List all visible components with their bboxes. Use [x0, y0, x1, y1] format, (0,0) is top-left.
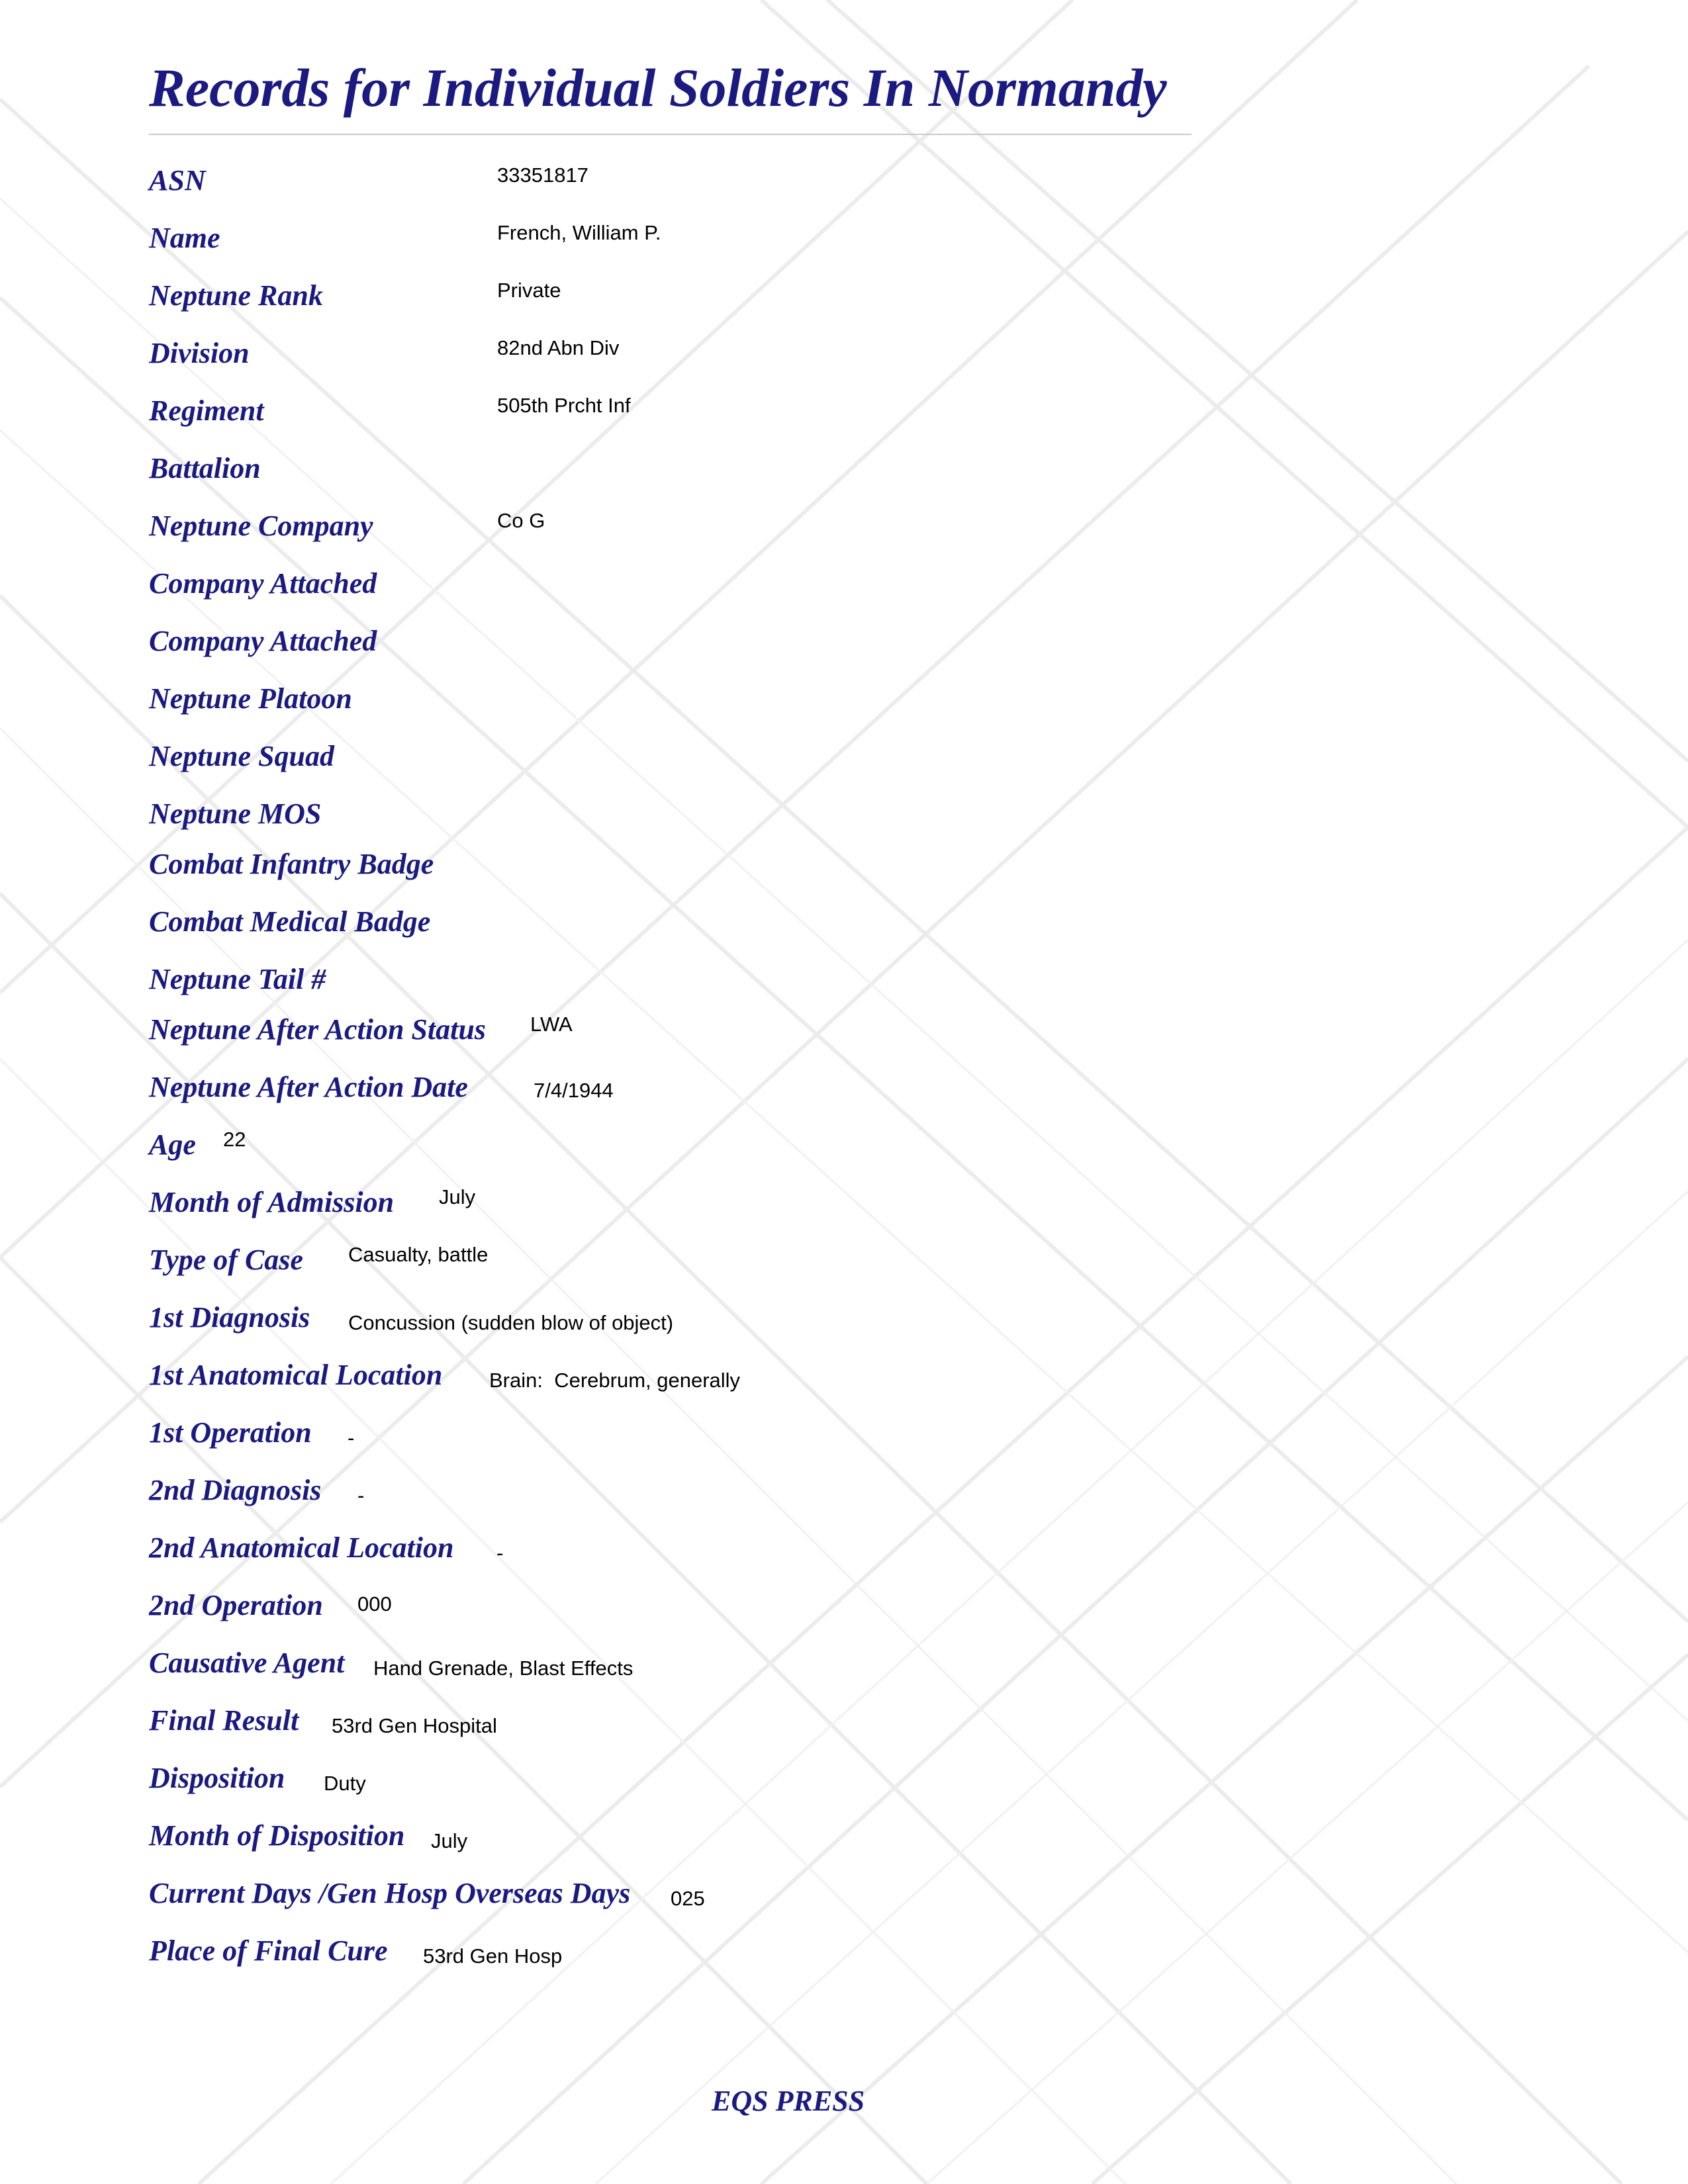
second-anatomical-location-label: 2nd Anatomical Location: [149, 1531, 454, 1564]
first-diagnosis-label: 1st Diagnosis: [149, 1301, 310, 1334]
name-value: French, William P.: [497, 221, 661, 244]
neptune-mos-label: Neptune MOS: [149, 797, 322, 830]
type-of-case-label: Type of Case: [149, 1244, 303, 1276]
after-action-status-value: LWA: [530, 1013, 573, 1036]
neptune-rank-label: Neptune Rank: [149, 279, 323, 312]
month-of-disposition-value: July: [431, 1829, 468, 1852]
final-result-value: 53rd Gen Hospital: [332, 1714, 497, 1737]
asn-value: 33351817: [497, 163, 588, 187]
publisher-footer: EQS PRESS: [712, 2085, 865, 2117]
division-value: 82nd Abn Div: [497, 336, 620, 359]
asn-label: ASN: [149, 164, 206, 197]
type-of-case-value: Casualty, battle: [348, 1243, 489, 1266]
combat-medical-badge-label: Combat Medical Badge: [149, 905, 431, 938]
place-of-final-cure-label: Place of Final Cure: [149, 1934, 388, 1967]
month-of-admission-value: July: [439, 1185, 476, 1208]
name-label: Name: [149, 222, 220, 254]
place-of-final-cure-value: 53rd Gen Hosp: [423, 1944, 563, 1968]
first-operation-label: 1st Operation: [149, 1416, 312, 1449]
first-operation-value: -: [348, 1426, 355, 1449]
division-label: Division: [149, 337, 250, 369]
causative-agent-label: Causative Agent: [149, 1647, 345, 1679]
first-anatomical-location-value: Brain: Cerebrum, generally: [489, 1369, 741, 1392]
second-anatomical-location-value: -: [496, 1541, 504, 1565]
company-attached-label: Company Attached: [149, 567, 377, 600]
second-operation-value: 000: [357, 1592, 392, 1615]
month-of-disposition-label: Month of Disposition: [149, 1819, 405, 1852]
final-result-label: Final Result: [149, 1704, 299, 1737]
disposition-value: Duty: [324, 1772, 366, 1795]
first-diagnosis-value: Concussion (sudden blow of object): [348, 1311, 674, 1334]
page-title: Records for Individual Soldiers In Normandy: [149, 58, 1167, 118]
title-divider: [149, 134, 1192, 135]
causative-agent-value: Hand Grenade, Blast Effects: [373, 1657, 633, 1680]
combat-infantry-badge-label: Combat Infantry Badge: [149, 848, 434, 880]
after-action-status-label: Neptune After Action Status: [149, 1013, 486, 1046]
after-action-date-value: 7/4/1944: [534, 1079, 614, 1102]
regiment-label: Regiment: [149, 394, 264, 427]
month-of-admission-label: Month of Admission: [149, 1186, 395, 1218]
second-operation-label: 2nd Operation: [149, 1589, 323, 1621]
current-days-value: 025: [671, 1887, 705, 1910]
neptune-tail-label: Neptune Tail #: [149, 963, 326, 995]
company-attached-label-2: Company Attached: [149, 625, 377, 657]
second-diagnosis-label: 2nd Diagnosis: [149, 1474, 322, 1506]
regiment-value: 505th Prcht Inf: [497, 394, 631, 417]
age-value: 22: [223, 1128, 246, 1151]
neptune-squad-label: Neptune Squad: [149, 740, 334, 772]
neptune-company-value: Co G: [497, 509, 545, 532]
second-diagnosis-value: -: [357, 1484, 365, 1507]
battalion-label: Battalion: [149, 452, 261, 484]
neptune-rank-value: Private: [497, 279, 561, 302]
neptune-platoon-label: Neptune Platoon: [149, 682, 352, 715]
first-anatomical-location-label: 1st Anatomical Location: [149, 1359, 443, 1391]
current-days-label: Current Days /Gen Hosp Overseas Days: [149, 1877, 631, 1909]
age-label: Age: [149, 1128, 196, 1161]
neptune-company-label: Neptune Company: [149, 510, 373, 542]
after-action-date-label: Neptune After Action Date: [149, 1071, 468, 1103]
disposition-label: Disposition: [149, 1762, 285, 1794]
